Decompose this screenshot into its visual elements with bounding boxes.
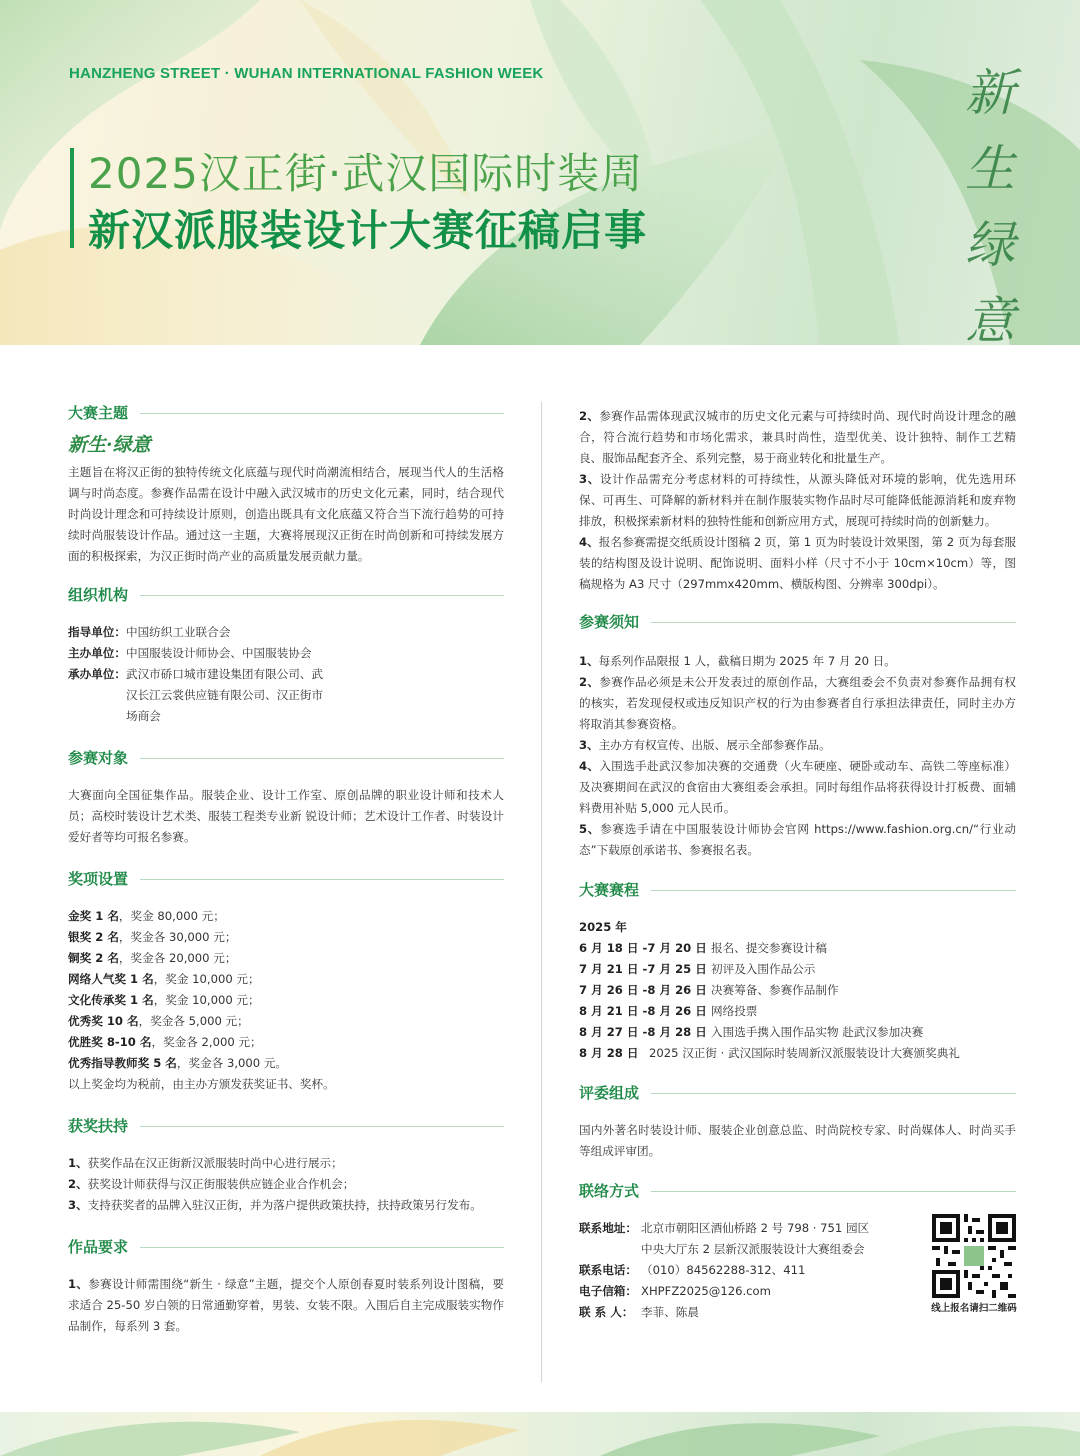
calligraphy-char: 新 xyxy=(965,64,1015,122)
award-item: 铜奖 2 名，奖金各 20,000 元； xyxy=(68,951,237,965)
support-item: 2、获奖设计师获得与汉正街服装供应链企业合作机会； xyxy=(68,1177,355,1191)
right-column xyxy=(579,406,1016,1323)
section-title: 获奖扶持 xyxy=(68,1113,140,1139)
award-item: 金奖 1 名，奖金 80,000 元； xyxy=(68,909,225,923)
section-title: 评委组成 xyxy=(579,1080,651,1106)
requirement-item: 4、报名参赛需提交纸质设计图稿 2 页，第 1 页为时装设计效果图，第 2 页为每套服装的结构图及设计说明、配饰说明、面料小样（尺寸不小于 10cm×10cm）等，图稿规格为 A3 尺寸（297mmx420mm、横版构图、分辨率 300dpi）。 xyxy=(579,535,1016,591)
notice-item: 3、主办方有权宣传、出版、展示全部参赛作品。 xyxy=(579,738,831,752)
notice-item: 4、入围选手赴武汉参加决赛的交通费（火车硬座、硬卧或动车、高铁二等座标准）及决赛期间在武汉的食宿由大赛组委会承担。同时每组作品将获得设计打板费、面辅料费用补贴 5,000 元人民币。 xyxy=(579,759,1016,815)
support-item: 3、支持获奖者的品牌入驻汉正街，并为落户提供政策扶持，扶持政策另行发布。 xyxy=(68,1198,482,1212)
section-title: 组织机构 xyxy=(68,582,140,608)
calligraphy-char: 绿 xyxy=(965,216,1015,274)
title-accent-bar xyxy=(70,148,74,248)
schedule-year: 2025 年 xyxy=(579,920,627,934)
section-title: 大赛赛程 xyxy=(579,877,651,903)
contact-address: 联系地址： 北京市朝阳区酒仙桥路 2 号 798 · 751 园区 xyxy=(579,1221,870,1235)
org-value: 中国服装设计师协会、中国服装协会 xyxy=(125,646,312,660)
award-item: 优秀奖 10 名，奖金各 5,000 元； xyxy=(68,1014,249,1028)
section-title: 参赛对象 xyxy=(68,745,140,771)
participants-text: 大赛面向全国征集作品。服装企业、设计工作室、原创品牌的职业设计师和技术人员；高校时装设计艺术类、服装工程类专业新 锐设计师；艺术设计工作者、时装设计爱好者等均可报名参赛。 xyxy=(68,788,504,844)
contact-phone: 联系电话： （010）84562288-312、411 xyxy=(579,1263,806,1277)
qr-caption: 线上报名请扫二维码 xyxy=(931,1303,1017,1314)
contact-block xyxy=(579,1218,1016,1323)
theme-slogan: 新生·绿意 xyxy=(68,434,151,456)
section-title: 大赛主题 xyxy=(68,400,140,426)
calligraphy-char: 意 xyxy=(965,292,1015,345)
schedule-row: 7 月 26 日 -8 月 26 日 决赛筹备、参赛作品制作 xyxy=(579,983,839,997)
notice-item: 1、每系列作品限报 1 人，截稿日期为 2025 年 7 月 20 日。 xyxy=(579,654,896,668)
org-key: 主办单位： xyxy=(68,646,126,660)
org-key: 指导单位： xyxy=(68,625,126,639)
awards-note: 以上奖金均为税前，由主办方颁发获奖证书、奖杯。 xyxy=(68,1077,335,1091)
schedule-row: 7 月 21 日 -7 月 25 日 初评及入围作品公示 xyxy=(579,962,816,976)
section-title: 联络方式 xyxy=(579,1178,651,1204)
section-heading-awards xyxy=(68,866,504,892)
left-column xyxy=(68,400,504,1337)
contact-address-2: 中央大厅东 2 层新汉派服装设计大赛组委会 xyxy=(641,1242,865,1256)
award-item: 优胜奖 8-10 名，奖金各 2,000 元； xyxy=(68,1035,262,1049)
footer-decoration xyxy=(0,1412,1080,1456)
section-heading-theme xyxy=(68,400,504,426)
org-organizer xyxy=(68,664,504,727)
awards-list xyxy=(68,906,504,1095)
award-item: 优秀指导教师奖 5 名，奖金各 3,000 元。 xyxy=(68,1056,288,1070)
award-item: 文化传承奖 1 名，奖金 10,000 元； xyxy=(68,993,260,1007)
section-title: 参赛须知 xyxy=(579,609,651,635)
theme-text: 主题旨在将汉正街的独特传统文化底蕴与现代时尚潮流相结合，展现当代人的生活格调与时尚态度。参赛作品需在设计中融入武汉城市的历史文化元素，同时，结合现代时尚设计理念和可持续设计原则，创造出既具有文化底蕴又符合当下流行趋势的可持续时尚服装设计作品。通过这一主题，大赛将展现汉正街在时尚创新和可持续发展方面的积极探索，为汉正街时尚产业的高质量发展贡献力量。 xyxy=(68,465,504,563)
schedule-row: 8 月 27 日 -8 月 28 日 入围选手携入围作品实物 赴武汉参加决赛 xyxy=(579,1025,924,1039)
section-heading-notice xyxy=(579,609,1016,635)
notice-item: 5、参赛选手请在中国服装设计师协会官网 https://www.fashion.org.cn/“行业动态”下载原创承诺书、参赛报名表。 xyxy=(579,822,1016,857)
org-guide xyxy=(68,622,504,643)
schedule-row: 8 月 28 日 2025 汉正街 · 武汉国际时装周新汉派服装设计大赛颁奖典礼 xyxy=(579,1046,960,1060)
section-heading-organization xyxy=(68,582,504,608)
requirement-item: 2、参赛作品需体现武汉城市的历史文化元素与可持续时尚、现代时尚设计理念的融合，符合流行趋势和市场化需求，兼具时尚性，造型优美、设计独特、制作工艺精良、服饰品配套齐全、系列完整，易于商业转化和批量生产。 xyxy=(579,409,1016,465)
section-heading-requirements xyxy=(68,1234,504,1260)
registration-qr-code-icon[interactable] xyxy=(932,1214,1016,1298)
requirement-item: 3、设计作品需充分考虑材料的可持续性，从源头降低对环境的影响，优先选用环保、可再生、可降解的新材料并在制作服装实物作品时尽可能降低能源消耗和废弃物排放，积极探索新材料的独特性能和创新应用方式，展现可持续时尚的创新魅力。 xyxy=(579,472,1016,528)
schedule-row: 6 月 18 日 -7 月 20 日 报名、提交参赛设计稿 xyxy=(579,941,827,955)
jury-text: 国内外著名时装设计师、服装企业创意总监、时尚院校专家、时尚媒体人、时尚买手等组成评审团。 xyxy=(579,1123,1016,1158)
section-heading-contact xyxy=(579,1178,1016,1204)
contact-person: 联 系 人： 李菲、陈晨 xyxy=(579,1305,699,1319)
section-heading-participants xyxy=(68,745,504,771)
section-title: 奖项设置 xyxy=(68,866,140,892)
footer-leaf-art xyxy=(0,1412,1080,1456)
english-event-title: HANZHENG STREET · WUHAN INTERNATIONAL FASHION WEEK xyxy=(69,65,544,82)
section-heading-schedule xyxy=(579,877,1016,903)
calligraphy-char: 生 xyxy=(965,140,1015,198)
support-item: 1、获奖作品在汉正街新汉派服装时尚中心进行展示； xyxy=(68,1156,343,1170)
requirement-item: 1、参赛设计师需围绕“新生 · 绿意”主题，提交个人原创春夏时装系列设计图稿，要求适合 25-50 岁白领的日常通勤穿着，男装、女装不限。入围后自主完成服装实物作品制作，每系列 3 套。 xyxy=(68,1277,504,1333)
calligraphy-slogan xyxy=(950,55,1030,345)
contact-email: 电子信箱： XHPFZ2025@126.com xyxy=(579,1284,771,1298)
award-item: 网络人气奖 1 名，奖金 10,000 元； xyxy=(68,972,260,986)
org-key: 承办单位： xyxy=(68,667,126,681)
section-heading-support xyxy=(68,1113,504,1139)
header-banner xyxy=(0,0,1080,345)
notice-item: 2、参赛作品必须是未公开发表过的原创作品，大赛组委会不负责对参赛作品拥有权的核实，若发现侵权或违反知识产权的行为由参赛者自行承担法律责任，同时主办方将取消其参赛资格。 xyxy=(579,675,1016,731)
column-divider xyxy=(541,402,542,1382)
org-host xyxy=(68,643,504,664)
org-value: 武汉市硚口城市建设集团有限公司、武汉长江云裳供应链有限公司、汉正街市场商会 xyxy=(125,667,324,723)
section-heading-jury xyxy=(579,1080,1016,1106)
schedule-row: 8 月 21 日 -8 月 26 日 网络投票 xyxy=(579,1004,758,1018)
award-item: 银奖 2 名，奖金各 30,000 元； xyxy=(68,930,237,944)
section-title: 作品要求 xyxy=(68,1234,140,1260)
event-title-line-2: 新汉派服装设计大赛征稿启事 xyxy=(88,206,648,255)
org-value: 中国纺织工业联合会 xyxy=(125,625,231,639)
event-title-line-1: 2025汉正街·武汉国际时装周 xyxy=(88,149,644,198)
